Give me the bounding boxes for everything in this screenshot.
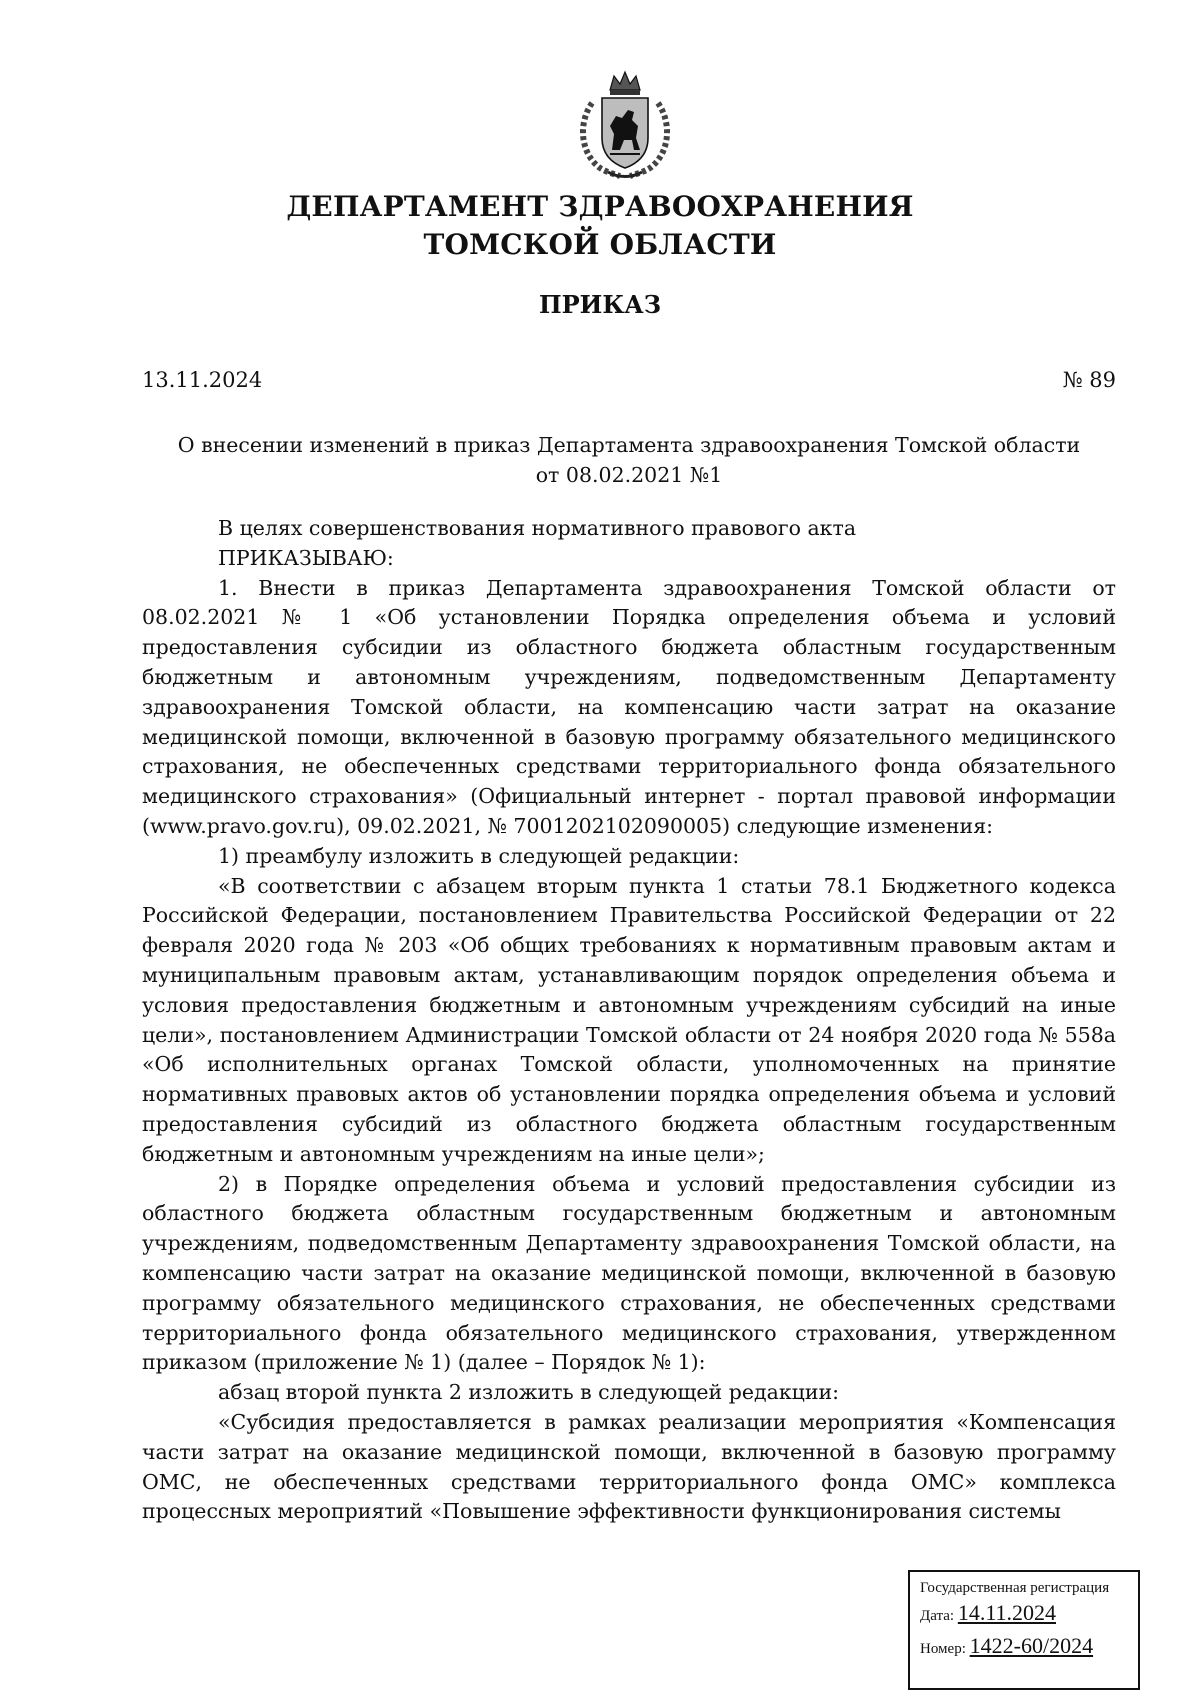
document-type: ПРИКАЗ — [538, 290, 662, 319]
document-body — [142, 514, 1116, 1527]
paragraph-clause: абзац второй пункта 2 изложить в следующей редакции: — [218, 1380, 840, 1405]
organization-name-line1: ДЕПАРТАМЕНТ ЗДРАВООХРАНЕНИЯ — [286, 190, 914, 223]
paragraph-subsidy: «Субсидия предоставляется в рамках реализации мероприятия «Компенсация части затрат на оказание медицинской помощи, включенной в базовую программу ОМС, не обеспеченных средствами территориального фонда ОМС» комплекса процессных мероприятий «Повышение эффективности функционирования системы — [142, 1409, 1116, 1524]
registration-stamp — [908, 1570, 1140, 1690]
paragraph-preamble: «В соответствии с абзацем вторым пункта 1 статьи 78.1 Бюджетного кодекса Российской Федерации, постановлением Правительства Российской Федерации от 22 февраля 2020 года № 203 «Об общих требованиях к нормативным правовым актам и муниципальным правовым актам, устанавливающим порядок определения объема и условия предоставления бюджетным и автономным учреждениям субсидий на иные цели», постановлением Администрации Томской области от 24 ноября 2020 года № 558а «Об исполнительных органах Томской области, уполномоченных на принятие нормативных правовых актов об установлении порядка определения объема и условий предоставления субсидий из областного бюджета областным государственным бюджетным и автономным учреждениям на иные цели»; — [142, 873, 1116, 1166]
paragraph-subitem-1: 1) преамбулу изложить в следующей редакции: — [218, 843, 740, 868]
paragraph-item-1: 1. Внести в приказ Департамента здравоохранения Томской области от 08.02.2021 № 1 «Об установлении Порядка определения объема и условий предоставления субсидии из областного бюджета областным государственным бюджетным и автономным учреждениям, подведомственным Департаменту здравоохранения Томской области, на компенсацию части затрат на оказание медицинской помощи, включенной в базовую программу обязательного медицинского страхования, не обеспеченных средствами территориального фонда обязательного медицинского страхования» (Официальный интернет - портал правовой информации (www.pravo.gov.ru), 09.02.2021, № 7001202102090005) следующие изменения: — [142, 575, 1116, 838]
coat-of-arms-emblem — [570, 68, 680, 183]
subject-line2: от 08.02.2021 №1 — [535, 463, 723, 487]
stamp-date-row — [920, 1598, 1130, 1631]
stamp-number-label: Номер: — [920, 1641, 966, 1657]
organization-name — [0, 188, 1200, 264]
stamp-number-row — [920, 1631, 1130, 1664]
document-number: № 89 — [1062, 368, 1116, 392]
paragraph-subitem-2: 2) в Порядке определения объема и условий предоставления субсидии из областного бюджета областным государственным бюджетным и автономным учреждениям, подведомственным Департаменту здравоохранения Томской области, на компенсацию части затрат на оказание медицинской помощи, включенной в базовую программу обязательного медицинского страхования, не обеспеченных средствами территориального фонда обязательного медицинского страхования, утвержденном приказом (приложение № 1) (далее – Порядок № 1): — [142, 1171, 1116, 1375]
document-date: 13.11.2024 — [142, 368, 263, 392]
stamp-date-value: 14.11.2024 — [957, 1600, 1057, 1625]
stamp-number-value: 1422-60/2024 — [969, 1633, 1094, 1658]
stamp-title: Государственная регистрация — [920, 1580, 1110, 1596]
paragraph-order: ПРИКАЗЫВАЮ: — [218, 545, 394, 570]
document-subject — [142, 430, 1116, 490]
paragraph-purpose: В целях совершенствования нормативного правового акта — [218, 516, 857, 540]
stamp-date-label: Дата: — [920, 1608, 955, 1624]
subject-line1: О внесении изменений в приказ Департамента здравоохранения Томской области — [177, 433, 1081, 457]
organization-name-line2: ТОМСКОЙ ОБЛАСТИ — [423, 228, 777, 261]
